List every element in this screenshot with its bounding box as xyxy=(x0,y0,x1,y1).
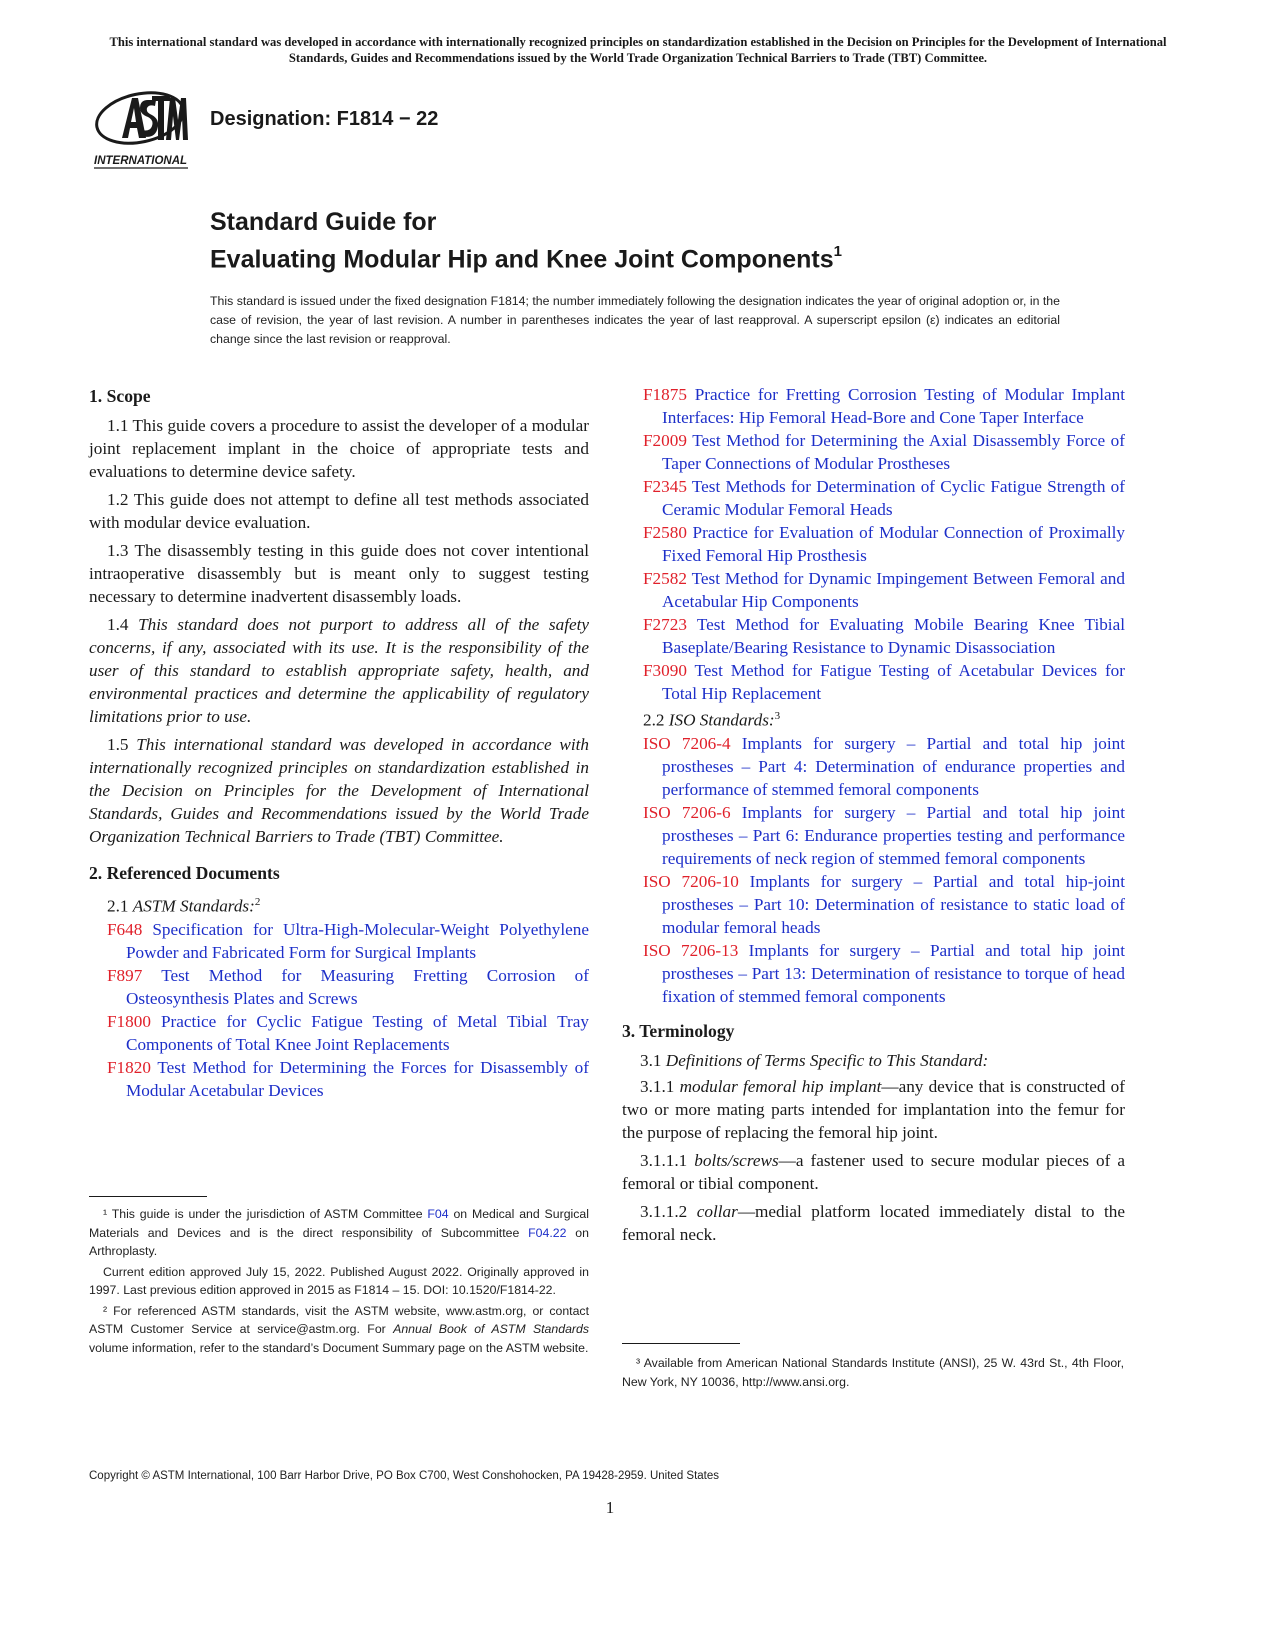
term-3-1-1-1: 3.1.1.1 bolts/screws—a fastener used to secure modular pieces of a femoral or tibial component. xyxy=(622,1150,1126,1193)
astm-logo xyxy=(92,86,192,172)
astm-ref-list xyxy=(89,918,589,1102)
section-heading-referenced: 2. Referenced Documents xyxy=(89,863,280,883)
ref-item[interactable]: ISO 7206-13 Implants for surgery – Partial and total hip joint prostheses – Part 13: Determination of resistance to torque of head fixation of stemmed femoral components xyxy=(643,940,1125,1006)
title-footnote-mark[interactable]: 1 xyxy=(833,243,842,260)
iso-ref-list xyxy=(643,732,1125,1008)
subcommittee-link[interactable]: F04.22 xyxy=(528,1225,567,1240)
top-notice: This international standard was developed in accordance with internationally recognized principles on standardization established in the Decision on Principles for the Development of International Standards, Guides and Recommendations issued by the World Trade Organization Technical Barriers to Trade (TBT) Committee. xyxy=(109,35,1167,65)
ref-item[interactable]: F2582 Test Method for Dynamic Impingement Between Femoral and Acetabular Hip Components xyxy=(643,569,1125,611)
ref-item[interactable]: F2723 Test Method for Evaluating Mobile Bearing Knee Tibial Baseplate/Bearing Resistance to Dynamic Disassociation xyxy=(643,615,1125,657)
term-3-1-1: 3.1.1 modular femoral hip implant—any device that is constructed of two or more mating parts intended for implantation into the femur for the purpose of replacing the femoral hip joint. xyxy=(622,1076,1125,1142)
scope-1-5: 1.5 This international standard was developed in accordance with internationally recognized principles on standardization established in the Decision on Principles for the Development of International Standards, Guides and Recommendations issued by the World Trade Organization Technical Barriers to Trade (TBT) Committee. xyxy=(89,735,589,846)
ref-item[interactable]: ISO 7206-4 Implants for surgery – Partial and total hip joint prostheses – Part 4: Determination of endurance properties and performance of stemmed femoral components xyxy=(643,733,1125,799)
ref-item[interactable]: F2345 Test Methods for Determination of Cyclic Fatigue Strength of Ceramic Modular Femoral Heads xyxy=(643,477,1125,519)
footnote-divider xyxy=(89,1196,207,1197)
section-heading-scope: 1. Scope xyxy=(89,386,151,406)
designation: Designation: F1814 − 22 xyxy=(210,108,439,130)
ref-item[interactable]: F3090 Test Method for Fatigue Testing of Acetabular Devices for Total Hip Replacement xyxy=(643,661,1125,703)
ref-item[interactable]: ISO 7206-6 Implants for surgery – Partial and total hip joint prostheses – Part 6: Endurance properties testing and performance requirements of neck region of stemmed femoral components xyxy=(643,802,1125,868)
astm-standards-label: 2.1 ASTM Standards:$^2$ xyxy=(107,896,261,916)
issuance-note: This standard is issued under the fixed designation F1814; the number immediately following the designation indicates the year of original adoption or, in the case of revision, the year of last revision. A number in parentheses indicates the year of last reapproval. A superscript epsilon (ε) indicates an editorial change since the last revision or reapproval. xyxy=(210,294,1060,346)
right-column xyxy=(622,383,1126,1251)
footnote-1: ¹ This guide is under the jurisdiction of ASTM Committee F04 on Medical and Surgical Materials and Devices and is the direct responsibility of Subcommittee F04.22 on Arthroplasty. xyxy=(89,1207,589,1258)
term-3-1-1-2: 3.1.1.2 collar—medial platform located immediately distal to the femoral neck. xyxy=(622,1201,1125,1244)
ref-item[interactable]: F2009 Test Method for Determining the Axial Disassembly Force of Taper Connections of Modular Prostheses xyxy=(643,431,1125,473)
copyright-line: Copyright © ASTM International, 100 Barr Harbor Drive, PO Box C700, West Conshohocken, PA 19428-2959. United States xyxy=(89,1470,720,1482)
footnote-divider xyxy=(622,1343,740,1344)
scope-1-2: 1.2 This guide does not attempt to define all test methods associated with modular device evaluation. xyxy=(89,490,589,532)
ref-item[interactable]: F1875 Practice for Fretting Corrosion Testing of Modular Implant Interfaces: Hip Femoral Head-Bore and Cone Taper Interface xyxy=(643,385,1125,427)
scope-1-3: 1.3 The disassembly testing in this guide does not cover intentional intraoperative disassembly but is meant only to suggest testing necessary to determine inadvertent disassembly loads. xyxy=(89,541,589,606)
footnotes-right xyxy=(622,1343,1124,1393)
left-column xyxy=(89,383,589,1102)
ref-item[interactable]: F2580 Practice for Evaluation of Modular Connection of Proximally Fixed Femoral Hip Prosthesis xyxy=(643,523,1125,565)
ref-item[interactable]: F648 Specification for Ultra-High-Molecular-Weight Polyethylene Powder and Fabricated Form for Surgical Implants xyxy=(107,919,590,962)
iso-standards-label: 2.2 ISO Standards:$^3$ xyxy=(643,710,781,730)
footnote-3: ³ Available from American National Standards Institute (ANSI), 25 W. 43rd St., 4th Floor, New York, NY 10036, http://www.ansi.org. xyxy=(622,1356,1124,1389)
scope-1-1: 1.1 This guide covers a procedure to assist the developer of a modular joint replacement implant in the choice of appropriate tests and evaluations to determine device safety. xyxy=(89,416,589,481)
document-title xyxy=(210,206,1110,275)
scope-1-4: 1.4 This standard does not purport to address all of the safety concerns, if any, associated with its use. It is the responsibility of the user of this standard to establish appropriate safety, health, and environmental practices and determine the applicability of regulatory limitations prior to use. xyxy=(89,615,590,726)
section-heading-terminology: 3. Terminology xyxy=(622,1020,735,1041)
title-line-1: Standard Guide for xyxy=(210,208,437,236)
footnote-1-edition: Current edition approved July 15, 2022. Published August 2022. Originally approved in 1997. Last previous edition approved in 2015 as F1814 – 15. DOI: 10.1520/F1814-22. xyxy=(89,1264,589,1297)
ref-item[interactable]: F1800 Practice for Cyclic Fatigue Testing of Metal Tibial Tray Components of Total Knee Joint Replacements xyxy=(107,1011,589,1054)
term-3-1: 3.1 Definitions of Terms Specific to This Standard: xyxy=(640,1050,989,1070)
astm-logo-icon xyxy=(92,86,192,172)
footnote-2: ² For referenced ASTM standards, visit the ASTM website, www.astm.org, or contact ASTM Customer Service at service@astm.org. For Annual Book of ASTM Standards volume information, refer to the standard’s Document Summary page on the ASTM website. xyxy=(89,1303,589,1355)
page-number: 1 xyxy=(605,1498,615,1517)
ref-item[interactable]: F897 Test Method for Measuring Fretting Corrosion of Osteosynthesis Plates and Screws xyxy=(107,965,589,1008)
astm-ref-list-cont xyxy=(643,383,1125,705)
committee-link[interactable]: F04 xyxy=(427,1207,449,1221)
title-line-2: Evaluating Modular Hip and Knee Joint Components$^1$ xyxy=(210,243,842,274)
logo-text: INTERNATIONAL xyxy=(94,155,188,167)
ref-item[interactable]: F1820 Test Method for Determining the Forces for Disassembly of Modular Acetabular Devices xyxy=(107,1057,589,1100)
footnotes-left xyxy=(89,1196,589,1359)
ref-item[interactable]: ISO 7206-10 Implants for surgery – Partial and total hip-joint prostheses – Part 10: Determination of resistance to static load of modular femoral heads xyxy=(643,871,1126,937)
